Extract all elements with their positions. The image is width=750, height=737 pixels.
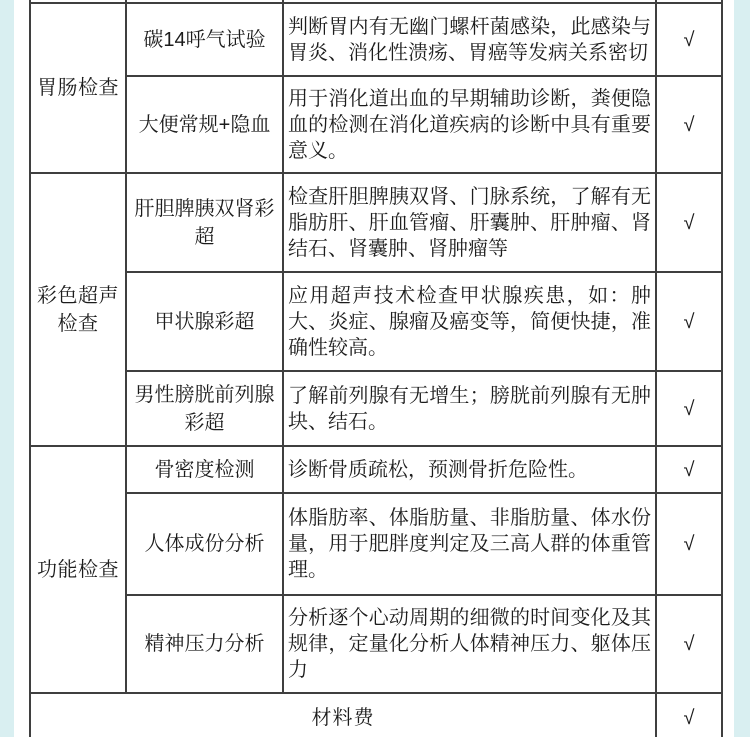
exam-name-cell: 大便常规+隐血 bbox=[126, 76, 283, 173]
table-row bbox=[30, 595, 722, 693]
exam-desc-cell: 应用超声技术检查甲状腺疾患，如：肿大、炎症、腺瘤及癌变等，简便快捷，准确性较高。 bbox=[283, 272, 656, 371]
table-row bbox=[30, 493, 722, 595]
table-row bbox=[30, 371, 722, 446]
exam-name-cell: 骨密度检测 bbox=[126, 446, 283, 493]
checkmark: √ bbox=[656, 595, 722, 693]
exam-desc-cell: 诊断骨质疏松，预测骨折危险性。 bbox=[283, 446, 656, 493]
table-row bbox=[30, 173, 722, 272]
table-row-footer bbox=[30, 693, 722, 737]
table-row bbox=[30, 76, 722, 173]
exam-name-cell: 精神压力分析 bbox=[126, 595, 283, 693]
table-row bbox=[30, 446, 722, 493]
table-row bbox=[30, 272, 722, 371]
checkmark: √ bbox=[656, 371, 722, 446]
exam-desc-cell: 体脂肪率、体脂肪量、非脂肪量、体水份量，用于肥胖度判定及三高人群的体重管理。 bbox=[283, 493, 656, 595]
category-cell-ultrasound: 彩色超声检查 bbox=[30, 173, 126, 446]
exam-name-cell: 甲状腺彩超 bbox=[126, 272, 283, 371]
checkmark: √ bbox=[656, 493, 722, 595]
checkmark: √ bbox=[656, 446, 722, 493]
exam-desc-cell: 了解前列腺有无增生；膀胱前列腺有无肿块、结石。 bbox=[283, 371, 656, 446]
exam-items-table bbox=[29, 0, 723, 737]
exam-name-cell: 人体成份分析 bbox=[126, 493, 283, 595]
exam-desc-cell: 用于消化道出血的早期辅助诊断，粪便隐血的检测在消化道疾病的诊断中具有重要意义。 bbox=[283, 76, 656, 173]
exam-name-cell: 碳14呼气试验 bbox=[126, 3, 283, 76]
checkmark: √ bbox=[656, 272, 722, 371]
category-cell-gastro: 胃肠检查 bbox=[30, 3, 126, 173]
exam-name-cell: 肝胆脾胰双肾彩超 bbox=[126, 173, 283, 272]
exam-desc-cell: 检查肝胆脾胰双肾、门脉系统，了解有无脂肪肝、肝血管瘤、肝囊肿、肝肿瘤、肾结石、肾囊肿、肾肿瘤等 bbox=[283, 173, 656, 272]
table-row bbox=[30, 3, 722, 76]
category-cell-function: 功能检查 bbox=[30, 446, 126, 693]
left-background-stripe bbox=[0, 0, 14, 737]
exam-desc-cell: 判断胃内有无幽门螺杆菌感染，此感染与胃炎、消化性溃疡、胃癌等发病关系密切 bbox=[283, 3, 656, 76]
exam-name-cell: 男性膀胱前列腺彩超 bbox=[126, 371, 283, 446]
checkmark: √ bbox=[656, 76, 722, 173]
checkmark: √ bbox=[656, 173, 722, 272]
materials-fee-cell: 材料费 bbox=[30, 693, 656, 737]
right-background-stripe bbox=[734, 0, 750, 737]
exam-desc-cell: 分析逐个心动周期的细微的时间变化及其规律，定量化分析人体精神压力、躯体压力 bbox=[283, 595, 656, 693]
checkmark: √ bbox=[656, 3, 722, 76]
checkmark: √ bbox=[656, 693, 722, 737]
